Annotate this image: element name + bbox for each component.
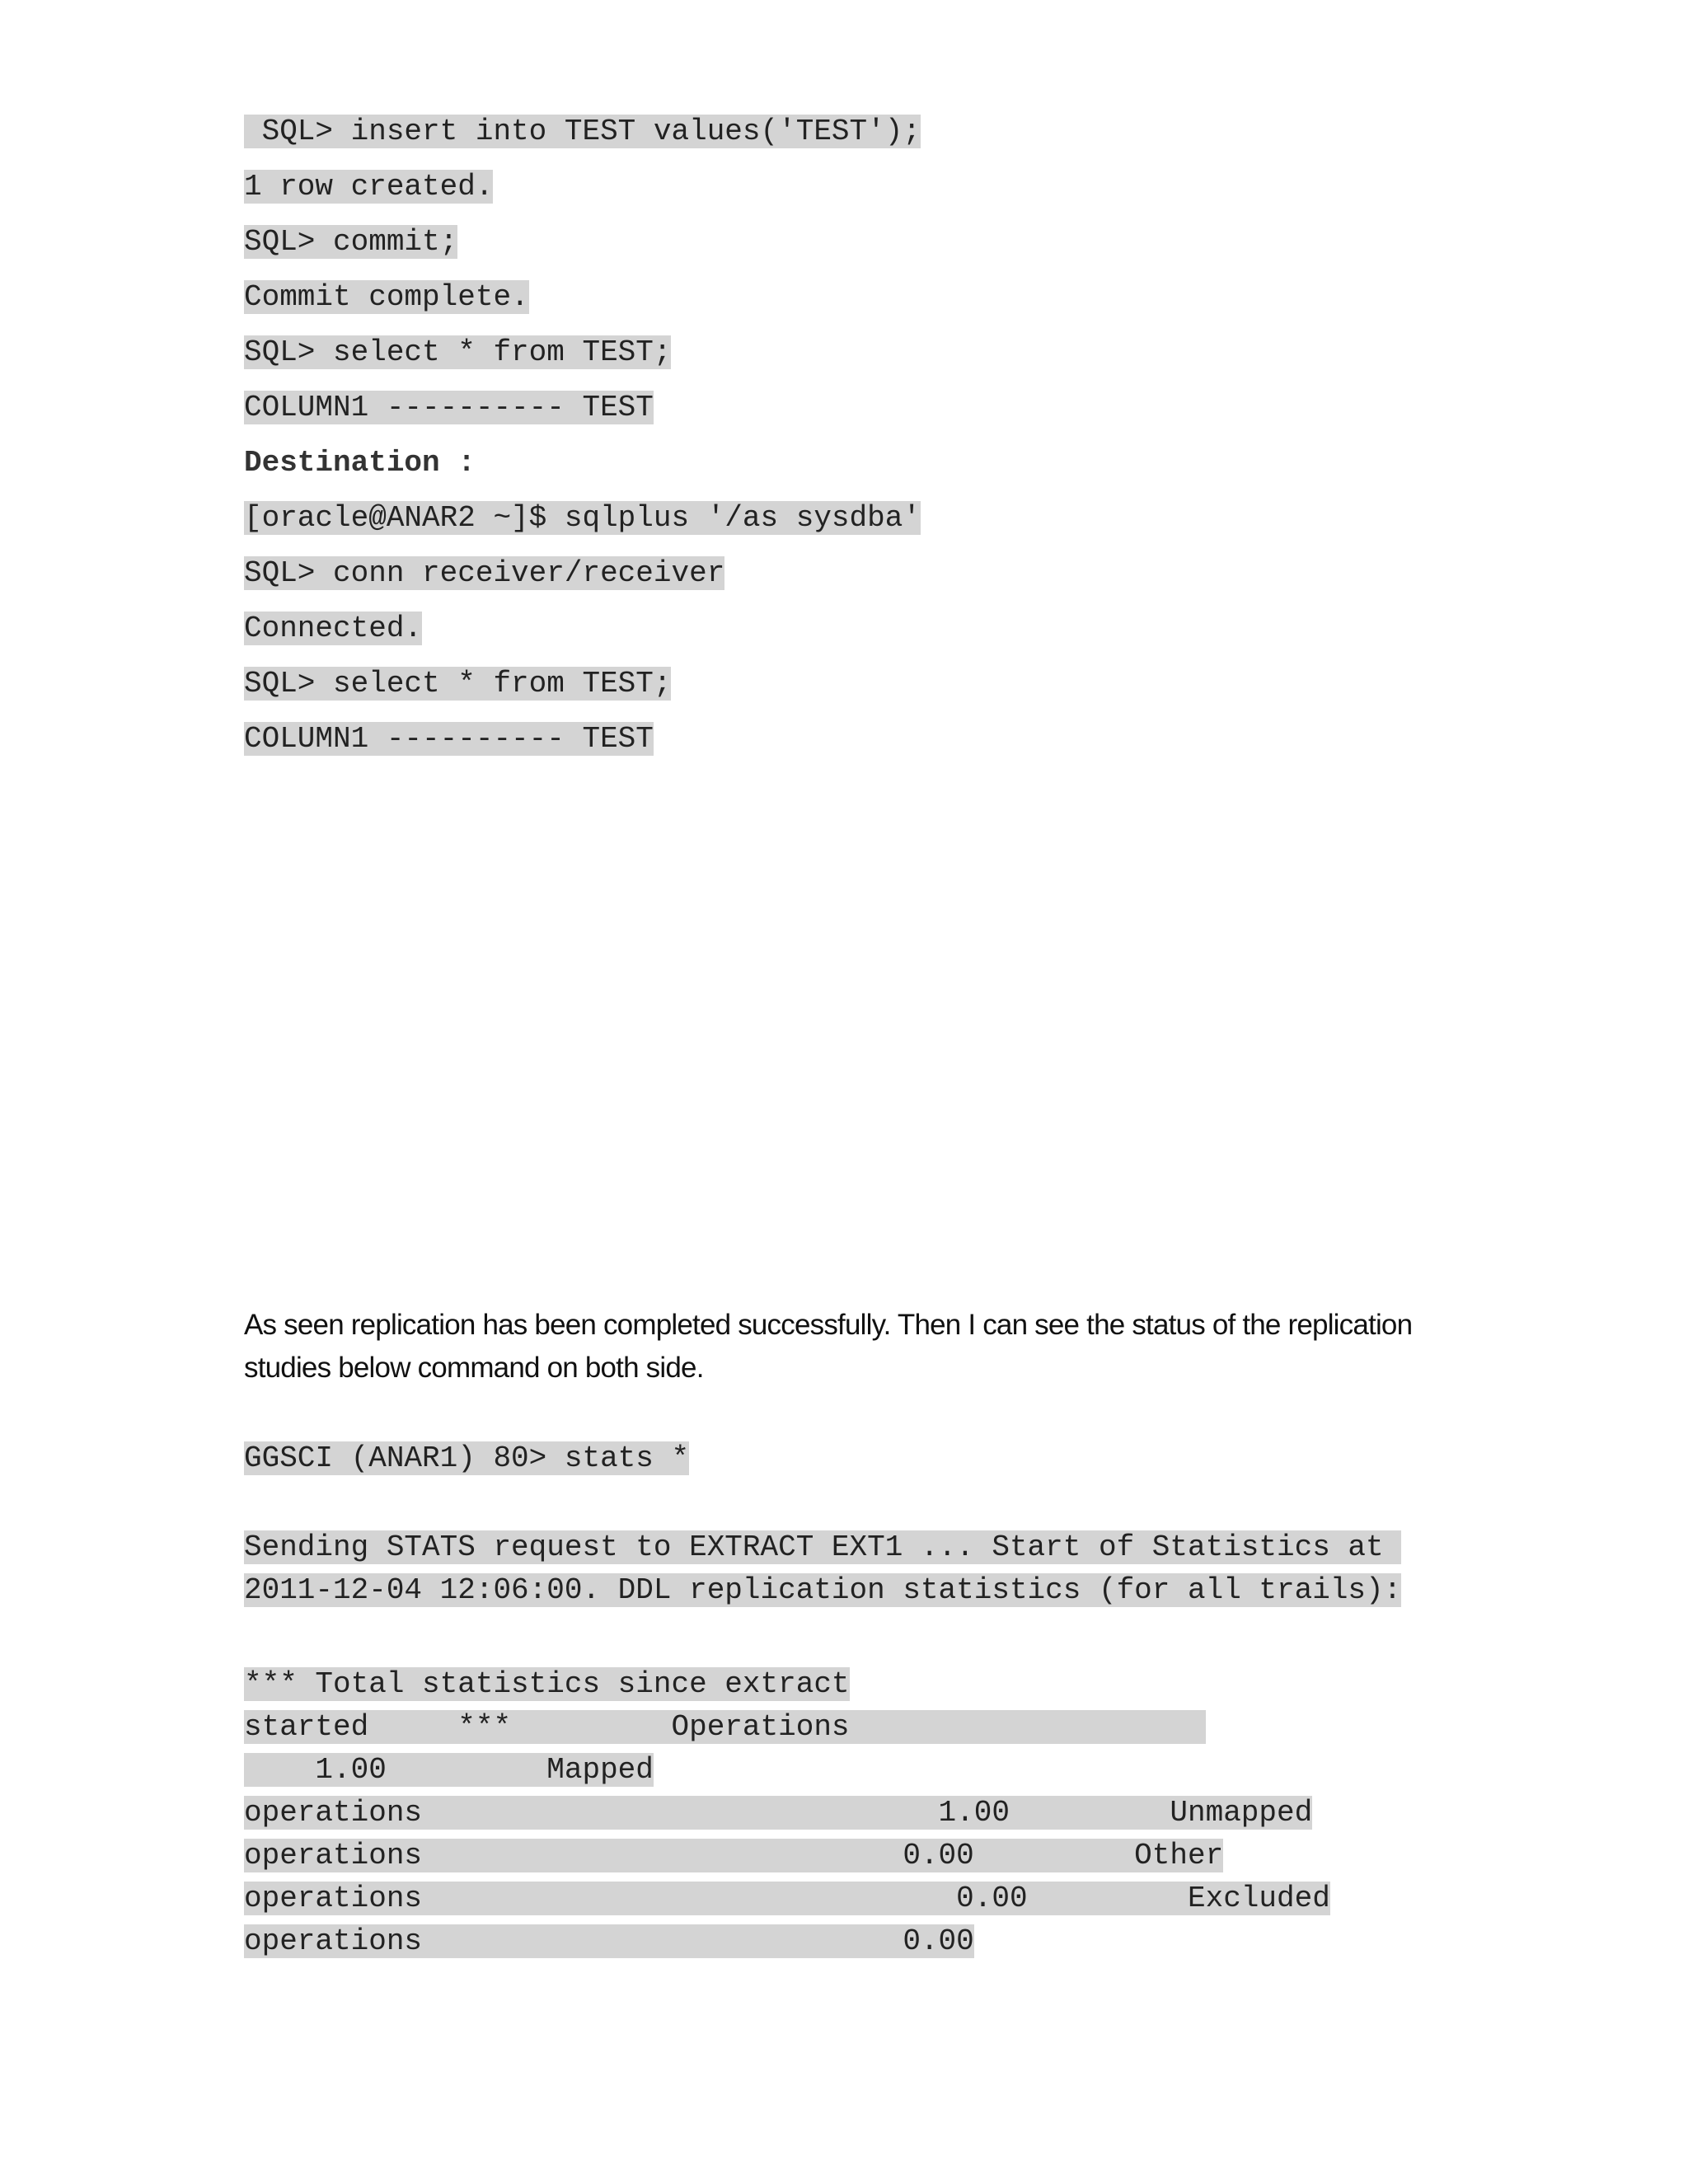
query-result-source: COLUMN1 ---------- TEST xyxy=(244,391,654,424)
sql-conn-line: SQL> conn receiver/receiver xyxy=(244,556,725,590)
stats-request-line: Sending STATS request to EXTRACT EXT1 ... Start of Statistics at xyxy=(244,1530,1402,1564)
stats-output-line: operations 0.00 Excluded xyxy=(244,1882,1330,1915)
stats-output-line: operations 0.00 Other xyxy=(244,1839,1224,1872)
commit-complete-line: Commit complete. xyxy=(244,280,529,314)
explanation-paragraph: As seen replication has been completed successfully. Then I can see the status of the replication studies below command on both side. xyxy=(244,1309,1413,1384)
sql-commit-line: SQL> commit; xyxy=(244,225,458,259)
sql-select-line-destination: SQL> select * from TEST; xyxy=(244,667,672,701)
stats-output-line: *** Total statistics since extract xyxy=(244,1667,850,1701)
sql-insert-line: SQL> insert into TEST values('TEST'); xyxy=(244,115,921,148)
stats-request-line: 2011-12-04 12:06:00. DDL replication statistics (for all trails): xyxy=(244,1573,1402,1607)
stats-output-line: operations 0.00 xyxy=(244,1924,974,1958)
query-result-destination: COLUMN1 ---------- TEST xyxy=(244,722,654,756)
ggsci-stats-command: GGSCI (ANAR1) 80> stats * xyxy=(244,1441,690,1475)
destination-heading: Destination : xyxy=(244,446,476,480)
stats-request-block xyxy=(244,1526,1401,1612)
stats-output-line: operations 1.00 Unmapped xyxy=(244,1796,1313,1830)
sqlplus-login-line: [oracle@ANAR2 ~]$ sqlplus '/as sysdba' xyxy=(244,501,921,535)
row-created-line: 1 row created. xyxy=(244,170,494,204)
stats-output-line: started *** Operations xyxy=(244,1710,1206,1744)
connected-line: Connected. xyxy=(244,612,423,645)
stats-output-line: 1.00 Mapped xyxy=(244,1753,654,1787)
stats-output-block xyxy=(244,1663,1330,1963)
sql-select-line-source: SQL> select * from TEST; xyxy=(244,335,672,369)
